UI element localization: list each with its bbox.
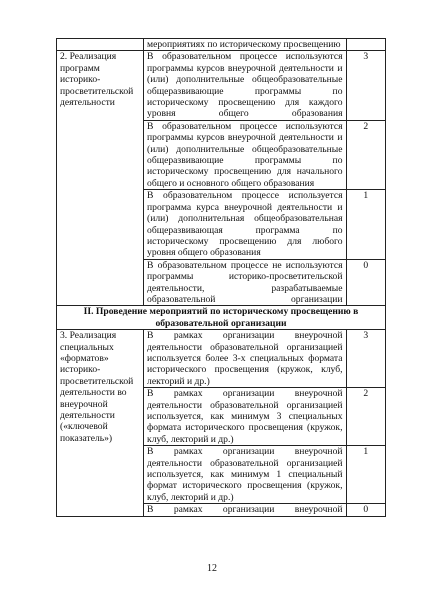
table-cell: мероприятиях по историческому просвещению [144,39,346,51]
criterion-description: В образовательном процессе используется программа курса внеурочной деятельности и (или) дополнительная общеобразовательная общеразвивающая программа по историческому просвещению для любого уровня общего образования [144,190,346,259]
criteria-table [56,38,386,517]
score-value: 0 [346,504,386,516]
criterion-label: 3. Реализация специальных «форматов» историко-просветительской деятельности во внеурочной деятельности («ключевой показатель») [57,330,144,517]
table-row [57,330,386,388]
score-value: 0 [346,259,386,306]
score-value: 2 [346,120,386,189]
section-heading: II. Проведение мероприятий по историческому просвещению в образовательной организации [57,306,386,330]
criterion-description: В рамках организации внеурочной деятельности образовательной организацией используется, как минимум 3 специальных формата исторического просвещения (кружок, клуб, лекторий и др.) [144,388,346,446]
table-row [57,51,386,120]
criterion-description: В рамках организации внеурочной деятельности образовательной организацией используется более 3-х специальных формата исторического просвещения (кружок, клуб, лекторий и др.) [144,330,346,388]
table-cell [346,39,386,51]
criterion-label: 2. Реализация программ историко-просветительской деятельности [57,51,144,306]
table-row [57,39,386,51]
score-value: 2 [346,388,386,446]
score-value: 1 [346,190,386,259]
score-value: 3 [346,51,386,120]
page-number: 12 [207,563,217,574]
criterion-description: В образовательном процессе не используются программы историко-просветительской деятельности, разрабатываемые образовательной организации [144,259,346,306]
score-value: 3 [346,330,386,388]
criterion-description: В образовательном процессе используются программы курсов внеурочной деятельности и (или) дополнительные общеобразовательные общеразвивающие программы по историческому просвещению для начального общего и основного общего образования [144,120,346,189]
table-cell [57,39,144,51]
criterion-description: В образовательном процессе используются программы курсов внеурочной деятельности и (или) дополнительные общеобразовательные общеразвивающие программы по историческому просвещению для каждого уровня общего образования [144,51,346,120]
table-row [57,306,386,330]
criterion-description: В рамках организации внеурочной [144,504,346,516]
score-value: 1 [346,446,386,504]
criterion-description: В рамках организации внеурочной деятельности образовательной организацией используется, как минимум 1 специальный формат исторического просвещения (кружок, клуб, лекторий и др.) [144,446,346,504]
